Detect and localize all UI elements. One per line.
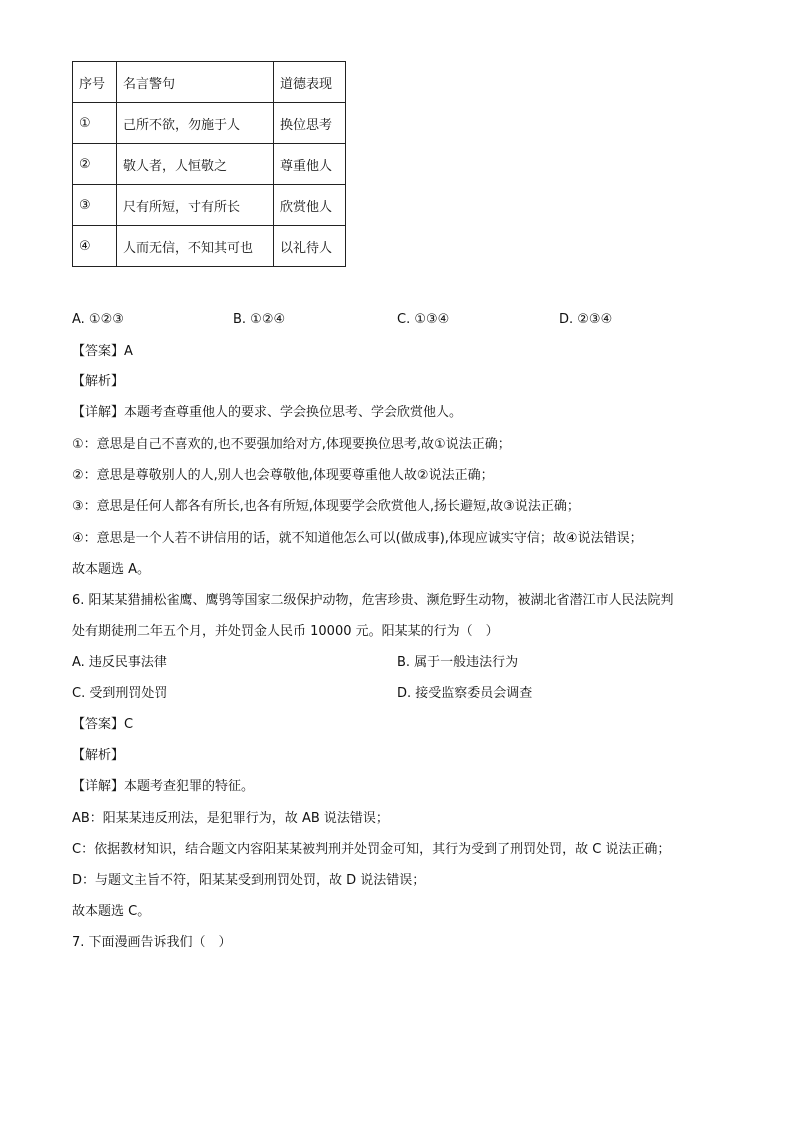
table-cell: 己所不欲，勿施于人 [117,103,274,144]
q6-option-b: B. 属于一般违法行为 [397,655,519,670]
table-header-cell: 道德表现 [274,62,346,103]
table-row [73,185,346,226]
q6-explanation-line: C：依据教材知识，结合题文内容阳某某被判刑并处罚金可知，其行为受到了刑罚处罚，故 C 说法正确； [72,842,671,857]
q6-stem-line: 处有期徒刑二年五个月，并处罚金人民币 10000 元。阳某某的行为（ ） [72,624,499,639]
q6-explanation-line: D：与题文主旨不符，阳某某受到刑罚处罚，故 D 说法错误； [72,873,426,888]
q5-explanation-line: ④：意思是一个人若不讲信用的话，就不知道他怎么可以(做成事),体现应诚实守信；故④说法错误； [72,531,643,546]
q6-option-a: A. 违反民事法律 [72,655,167,670]
quote-table [72,61,346,267]
q6-stem-line: 6. 阳某某猎捕松雀鹰、鹰鸮等国家二级保护动物，危害珍贵、濒危野生动物，被湖北省潜江市人民法院判 [72,593,674,608]
table-row [73,103,346,144]
table-cell: ④ [73,226,117,267]
q5-option-b: B. ①②④ [233,312,286,327]
q6-option-c: C. 受到刑罚处罚 [72,686,168,701]
table-cell: 欣赏他人 [274,185,346,226]
table-header-cell: 名言警句 [117,62,274,103]
q5-conclusion: 故本题选 A。 [72,562,151,577]
q6-explanation-line: AB：阳某某违反刑法，是犯罪行为，故 AB 说法错误； [72,811,389,826]
table-cell: 以礼待人 [274,226,346,267]
table-cell: 人而无信，不知其可也 [117,226,274,267]
q6-option-d: D. 接受监察委员会调查 [397,686,533,701]
q5-detail: 【详解】本题考查尊重他人的要求、学会换位思考、学会欣赏他人。 [72,405,463,420]
q5-option-a: A. ①②③ [72,312,124,327]
q5-explanation-line: ②：意思是尊敬别人的人,别人也会尊敬他,体现要尊重他人故②说法正确； [72,468,494,483]
table-header-row [73,62,346,103]
table-cell: 尺有所短，寸有所长 [117,185,274,226]
q5-explanation-line: ①：意思是自己不喜欢的,也不要强加给对方,体现要换位思考,故①说法正确； [72,437,511,452]
table-cell: 敬人者，人恒敬之 [117,144,274,185]
table-header-cell: 序号 [73,62,117,103]
q6-analysis-heading: 【解析】 [72,748,125,763]
q6-answer: 【答案】C [72,717,134,732]
q5-answer: 【答案】A [72,344,133,359]
q5-analysis-heading: 【解析】 [72,374,125,389]
q5-option-d: D. ②③④ [559,312,613,327]
table-cell: ② [73,144,117,185]
table-cell: ③ [73,185,117,226]
table-cell: 换位思考 [274,103,346,144]
q5-option-c: C. ①③④ [397,312,450,327]
table-cell: 尊重他人 [274,144,346,185]
q7-stem: 7. 下面漫画告诉我们（ ） [72,935,232,950]
q6-detail: 【详解】本题考查犯罪的特征。 [72,779,255,794]
table-row [73,226,346,267]
q6-conclusion: 故本题选 C。 [72,904,151,919]
table-cell: ① [73,103,117,144]
table-row [73,144,346,185]
q5-explanation-line: ③：意思是任何人都各有所长,也各有所短,体现要学会欣赏他人,扬长避短,故③说法正确； [72,499,580,514]
